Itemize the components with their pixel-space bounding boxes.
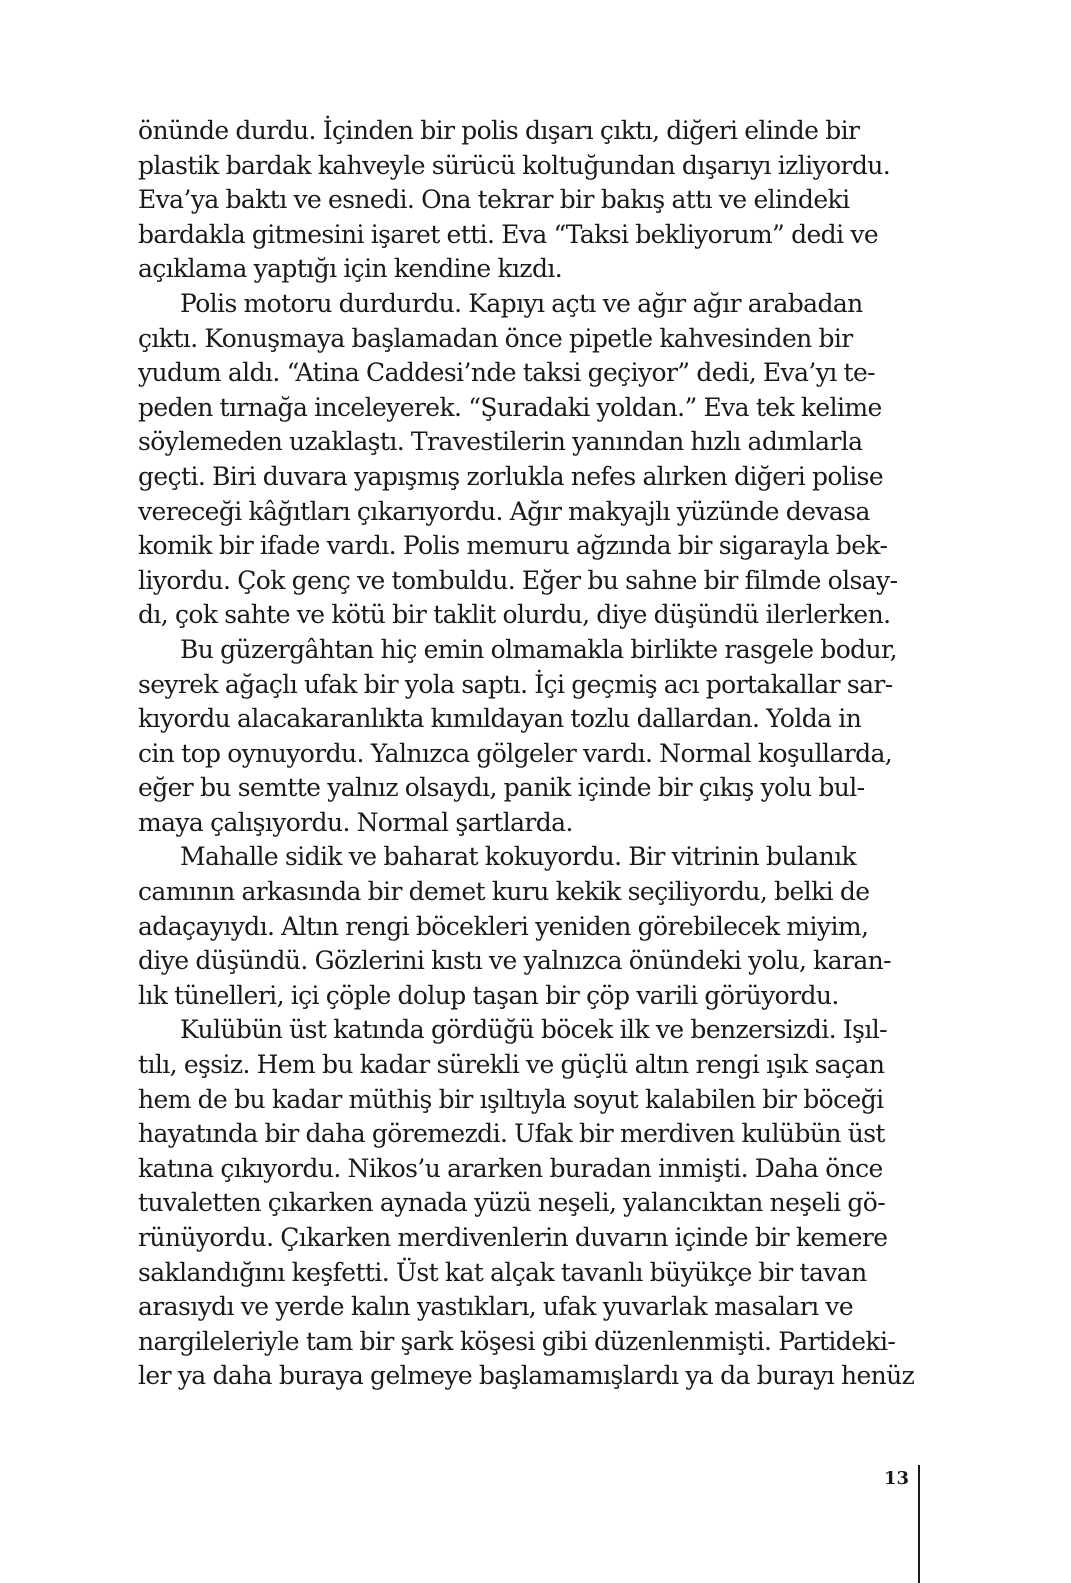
text-line: hem de bu kadar müthiş bir ışıltıyla soyut kalabilen bir böceği [138,1084,884,1114]
text-line: saklandığını keşfetti. Üst kat alçak tavanlı büyükçe bir tavan [138,1257,867,1287]
text-line: tuvaletten çıkarken aynada yüzü neşeli, yalancıktan neşeli gö- [138,1188,886,1218]
text-line: önünde durdu. İçinden bir polis dışarı çıktı, diğeri elinde bir [138,116,860,145]
text-line: dı, çok sahte ve kötü bir taklit olurdu, diye düşündü ilerlerken. [138,600,891,630]
text-line: peden tırnağa inceleyerek. “Şuradaki yoldan.” Eva tek kelime [138,392,882,422]
text-line: Mahalle sidik ve baharat kokuyordu. Bir vitrinin bulanık [180,842,857,872]
text-line: plastik bardak kahveyle sürücü koltuğundan dışarıyı izliyordu. [138,150,891,180]
text-line: ler ya daha buraya gelmeye başlamamışlardı ya da burayı henüz [138,1361,915,1391]
text-line: bardakla gitmesini işaret etti. Eva “Taksi bekliyorum” dedi ve [138,219,879,249]
text-line: söylemeden uzaklaştı. Travestilerin yanından hızlı adımlarla [138,427,863,457]
text-line: geçti. Biri duvara yapışmış zorlukla nefes alırken diğeri polise [138,461,884,491]
text-line: seyrek ağaçlı ufak bir yola saptı. İçi geçmiş acı portakallar sar- [138,669,893,699]
text-line: çıktı. Konuşmaya başlamadan önce pipetle kahvesinden bir [138,323,853,353]
text-line: komik bir ifade vardı. Polis memuru ağzında bir sigarayla bek- [138,531,888,561]
text-line: lık tünelleri, içi çöple dolup taşan bir çöp varili görüyordu. [138,980,839,1010]
body-text [138,114,933,1394]
text-line: kıyordu alacakaranlıkta kımıldayan tozlu dallardan. Yolda in [138,704,862,734]
text-line: arasıydı ve yerde kalın yastıkları, ufak yuvarlak masaları ve [138,1292,854,1322]
text-line: diye düşündü. Gözlerini kıstı ve yalnızca önündeki yolu, karan- [138,946,892,976]
text-line: eğer bu semtte yalnız olsaydı, panik içinde bir çıkış yolu bul- [138,773,865,803]
text-line: adaçayıydı. Altın rengi böcekleri yeniden görebilecek miyim, [138,911,869,941]
text-line: rünüyordu. Çıkarken merdivenlerin duvarın içinde bir kemere [138,1223,888,1252]
text-line: camının arkasında bir demet kuru kekik seçiliyordu, belki de [138,877,870,907]
text-line: Bu güzergâhtan hiç emin olmamakla birlikte rasgele bodur, [180,634,898,664]
text-line: maya çalışıyordu. Normal şartlarda. [138,807,573,837]
text-line: nargileleriyle tam bir şark köşesi gibi düzenlenmişti. Partideki- [138,1326,896,1356]
text-line: katına çıkıyordu. Nikos’u ararken buradan inmişti. Daha önce [138,1153,883,1183]
page-number: 13 [884,1468,910,1489]
text-line: Kulübün üst katında gördüğü böcek ilk ve benzersizdi. Işıl- [180,1015,887,1045]
page-number-rule [918,1465,920,1583]
text-line: vereceği kâğıtları çıkarıyordu. Ağır makyajlı yüzünde devasa [138,496,870,526]
text-line: tılı, eşsiz. Hem bu kadar sürekli ve güçlü altın rengi ışık saçan [138,1050,885,1080]
text-line: cin top oynuyordu. Yalnızca gölgeler vardı. Normal koşullarda, [138,738,893,768]
text-line: Polis motoru durdurdu. Kapıyı açtı ve ağır ağır arabadan [180,288,863,318]
text-line: yudum aldı. “Atina Caddesi’nde taksi geçiyor” dedi, Eva’yı te- [138,358,875,388]
text-line: açıklama yaptığı için kendine kızdı. [138,254,563,284]
text-line: Eva’ya baktı ve esnedi. Ona tekrar bir bakış attı ve elindeki [138,185,850,215]
text-line: liyordu. Çok genç ve tombuldu. Eğer bu sahne bir filmde olsay- [138,565,898,595]
text-line: hayatında bir daha göremezdi. Ufak bir merdiven kulübün üst [138,1119,885,1149]
